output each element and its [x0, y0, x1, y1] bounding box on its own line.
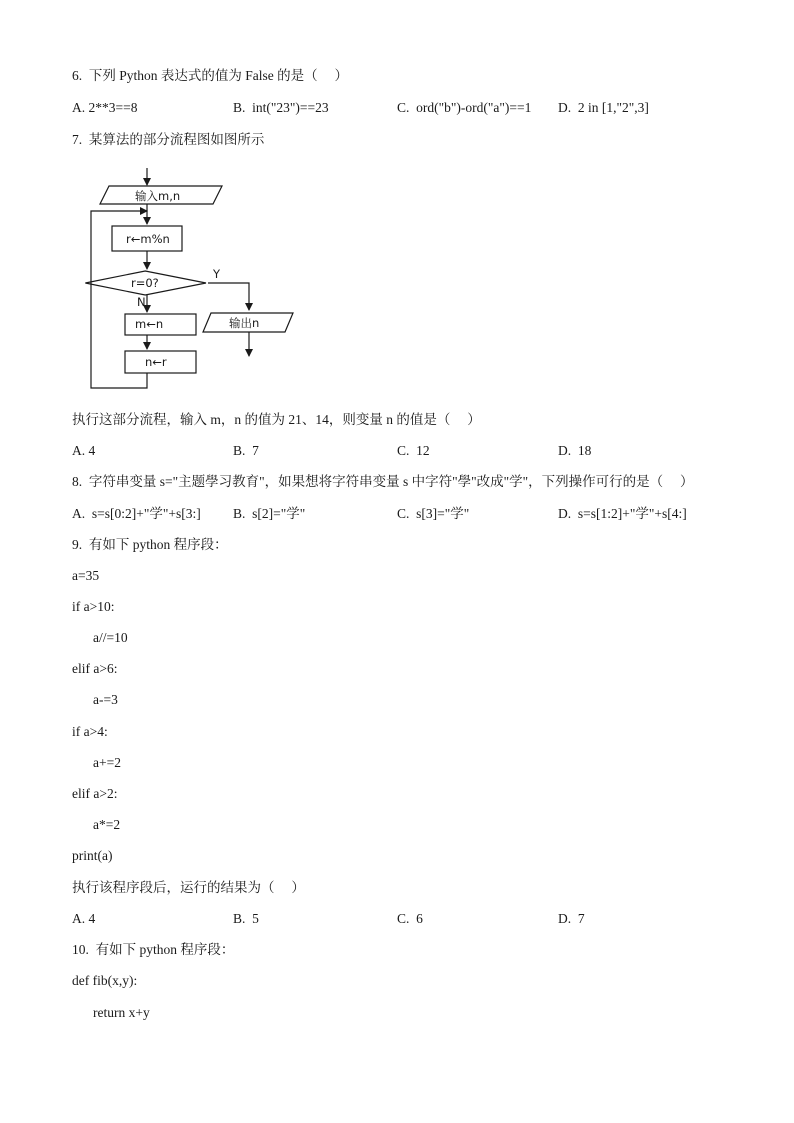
- q9-code-line: elif a>2:: [72, 786, 118, 801]
- q7-option-b: B. 7: [233, 443, 259, 458]
- flow-output-label: 输出n: [229, 316, 260, 330]
- q9-code-line: a-=3: [93, 692, 118, 707]
- q9-question: 执行该程序段后，运行的结果为（ ）: [72, 880, 305, 895]
- q9-option-c: C. 6: [397, 911, 423, 926]
- q9-code-line: a//=10: [93, 630, 128, 645]
- q9-stem: 9. 有如下 python 程序段：: [72, 537, 228, 552]
- q9-option-b: B. 5: [233, 911, 259, 926]
- q9-option-d: D. 7: [558, 911, 585, 926]
- q8-option-c: C. s[3]="学": [397, 506, 470, 521]
- q6-option-a: A. 2**3==8: [72, 100, 138, 115]
- flow-condition-label: r=0?: [131, 276, 159, 290]
- flow-assign-m-label: m←n: [135, 317, 164, 331]
- q9-code-line: a=35: [72, 568, 100, 583]
- flow-no-label: N: [137, 295, 146, 309]
- flowchart-diagram: [85, 166, 300, 392]
- q8-option-b: B. s[2]="学": [233, 506, 306, 521]
- q9-code-line: if a>10:: [72, 599, 115, 614]
- q6-option-d: D. 2 in [1,"2",3]: [558, 100, 649, 115]
- q10-code-line: return x+y: [93, 1005, 150, 1020]
- q6-option-b: B. int("23")==23: [233, 100, 329, 115]
- q9-code-line: print(a): [72, 848, 113, 863]
- q10-stem: 10. 有如下 python 程序段：: [72, 942, 235, 957]
- q9-code-line: if a>4:: [72, 724, 108, 739]
- q9-code-line: a+=2: [93, 755, 121, 770]
- q7-option-c: C. 12: [397, 443, 430, 458]
- q6-stem: 6. 下列 Python 表达式的值为 False 的是（ ）: [72, 68, 349, 83]
- q7-option-a: A. 4: [72, 443, 96, 458]
- flow-yes-label: Y: [213, 267, 221, 281]
- flow-assign-r-label: r←m%n: [126, 232, 170, 246]
- q9-option-a: A. 4: [72, 911, 96, 926]
- q8-option-a: A. s=s[0:2]+"学"+s[3:]: [72, 506, 201, 521]
- yes-branch-line: [208, 283, 249, 310]
- q9-code-line: a*=2: [93, 817, 121, 832]
- flow-input-label: 输入m,n: [135, 189, 181, 203]
- q7-question: 执行这部分流程，输入 m，n 的值为 21、14，则变量 n 的值是（ ）: [72, 412, 481, 427]
- q8-option-d: D. s=s[1:2]+"学"+s[4:]: [558, 506, 687, 521]
- q7-option-d: D. 18: [558, 443, 592, 458]
- q10-code-line: def fib(x,y):: [72, 973, 138, 988]
- q6-option-c: C. ord("b")-ord("a")==1: [397, 100, 532, 115]
- q7-stem: 7. 某算法的部分流程图如图所示: [72, 132, 265, 147]
- q9-code-line: elif a>6:: [72, 661, 118, 676]
- flow-assign-n-label: n←r: [145, 355, 167, 369]
- q8-stem: 8. 字符串变量 s="主题學习教育"，如果想将字符串变量 s 中字符"學"改成"学"，下列操作可行的是（ ）: [72, 474, 694, 489]
